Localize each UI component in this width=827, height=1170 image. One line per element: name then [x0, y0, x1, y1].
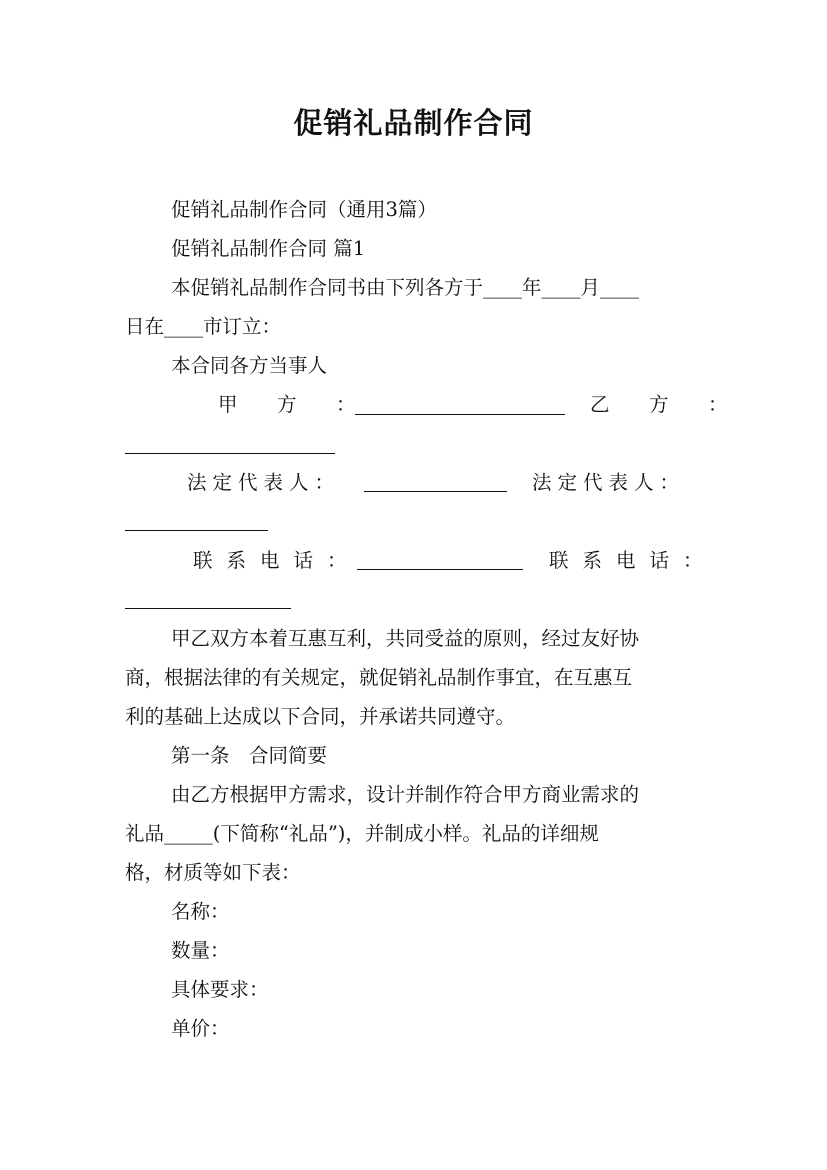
- article-1-line-1: 由乙方根据甲方需求，设计并制作符合甲方商业需求的: [171, 783, 640, 806]
- field-requirements: 具体要求：: [171, 978, 269, 1001]
- parties-heading: 本合同各方当事人: [171, 354, 328, 377]
- field-quantity: 数量：: [171, 939, 230, 962]
- field-name: 名称：: [171, 900, 230, 923]
- article-1-line-2: 礼品_____(下简称“礼品”)，并制成小样。礼品的详细规: [125, 822, 599, 845]
- phone-b-label: 联系电话：: [549, 549, 717, 572]
- article-1-line-3: 格，材质等如下表：: [125, 861, 301, 884]
- phone-a-label: 联系电话：: [193, 549, 361, 572]
- intro-line-2: 日在____市订立：: [125, 315, 282, 338]
- article-1-heading: 第一条 合同简要: [171, 744, 328, 767]
- paragraph-1-line-1: 甲乙双方本着互惠互利，共同受益的原则，经过友好协: [171, 627, 640, 650]
- rep-b-label: 法定代表人：: [532, 471, 686, 494]
- intro-line-1: 本促销礼品制作合同书由下列各方于____年____月____: [171, 276, 640, 299]
- rep-b-blank: [125, 530, 268, 531]
- party-a-blank: [355, 414, 565, 415]
- rep-a-label: 法定代表人：: [187, 471, 341, 494]
- phone-b-blank: [125, 608, 291, 609]
- document-title: 促销礼品制作合同: [293, 106, 534, 140]
- phone-a-blank: [357, 569, 523, 570]
- party-b-blank: [125, 453, 335, 454]
- paragraph-1-line-3: 利的基础上达成以下合同，并承诺共同遵守。: [125, 705, 516, 728]
- field-unit-price: 单价：: [171, 1017, 230, 1040]
- paragraph-1-line-2: 商，根据法律的有关规定，就促销礼品制作事宜，在互惠互: [125, 666, 633, 689]
- party-a-label: 甲 方 ：: [218, 393, 366, 416]
- rep-a-blank: [364, 491, 507, 492]
- section-heading: 促销礼品制作合同 篇1: [171, 237, 366, 260]
- document-subtitle: 促销礼品制作合同（通用3篇）: [171, 198, 437, 221]
- party-b-label: 乙 方 ：: [590, 393, 738, 416]
